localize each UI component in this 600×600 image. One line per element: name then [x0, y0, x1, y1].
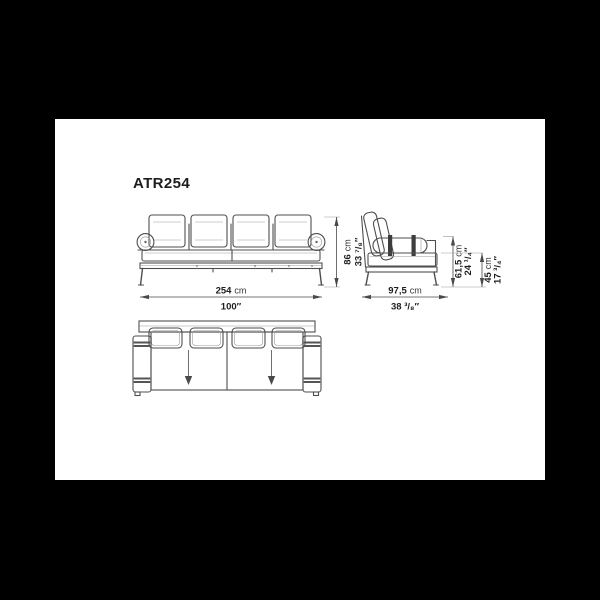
width-inch-label: 100″: [220, 301, 242, 313]
base-frame-front: [140, 263, 322, 272]
seat-cushion-side: [368, 253, 437, 266]
backrest-posts: [189, 224, 273, 250]
armrest-top-left: [133, 336, 151, 392]
extension-arrow-icon: [268, 350, 275, 385]
arm-height-cm-label: 61,5cm: [453, 244, 465, 279]
bolster-cushion-left: [137, 234, 154, 251]
height-inch-label: 33 ⁷/₈″: [353, 237, 365, 267]
width-dimension: [140, 286, 322, 313]
front-view-drawing: [137, 215, 325, 285]
spec-sheet-panel: [55, 119, 545, 480]
arm-height-dimension: [443, 237, 474, 288]
seat-outline-top: [151, 332, 303, 390]
extension-arrow-icon: [185, 350, 192, 385]
product-code-label: ATR254: [133, 175, 191, 192]
depth-inch-label: 38 ³/₈″: [390, 301, 420, 313]
technical-drawing: [55, 119, 545, 480]
feet-top: [135, 392, 319, 396]
depth-cm-label: 97,5 cm: [388, 285, 422, 297]
seat-height-cm-label: 45cm: [483, 257, 494, 283]
base-frame-side: [366, 267, 437, 272]
legs-side: [365, 272, 439, 285]
seat-height-inch-label: 17 ³/₄″: [492, 255, 504, 285]
arm-post-side: [427, 241, 436, 268]
side-view-drawing: [362, 211, 439, 285]
arm-height-inch-label: 24 ¹/₄″: [463, 247, 474, 276]
top-view-drawing: [133, 321, 321, 396]
armrest-top-right: [303, 336, 321, 392]
seat-cushion-front: [142, 250, 320, 261]
legs-front: [139, 269, 324, 286]
height-dimension: [324, 217, 365, 287]
width-cm-label: 254 cm: [215, 285, 247, 297]
height-cm-label: 86cm: [342, 239, 354, 265]
depth-dimension: [362, 286, 448, 313]
back-cushions-front: [149, 215, 311, 247]
